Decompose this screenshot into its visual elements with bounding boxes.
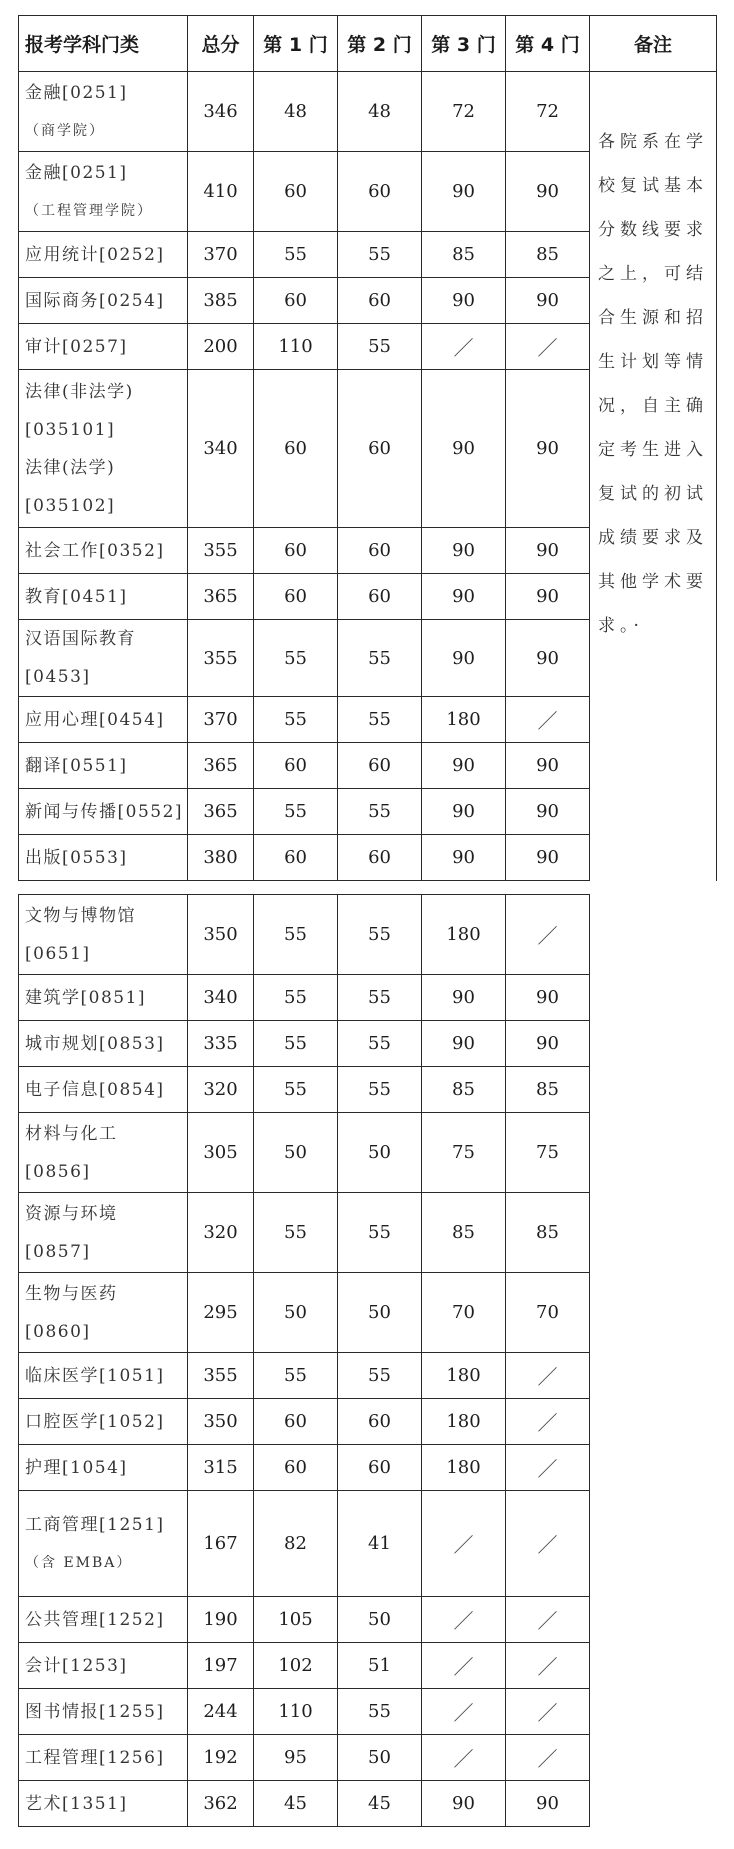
course-3-score-cell: 90 — [422, 152, 506, 232]
course-4-score-cell: 90 — [506, 278, 590, 324]
subject-cell — [19, 1689, 188, 1735]
course-1-score-cell: 60 — [254, 278, 338, 324]
subject-cell — [19, 72, 188, 152]
course-2-score-cell: 60 — [338, 152, 422, 232]
course-2-score-cell: 55 — [338, 1067, 422, 1113]
subject-name-line: （工程管理学院） — [25, 202, 153, 219]
not-applicable-mark: ／ — [537, 1365, 558, 1389]
course-2-score-cell: 41 — [338, 1491, 422, 1597]
not-applicable-mark: ／ — [453, 1701, 474, 1725]
subject-name-line: 出版[0553] — [25, 847, 128, 868]
not-applicable-mark: ／ — [453, 1609, 474, 1633]
subject-name-line: 工程管理[1256] — [25, 1747, 165, 1768]
not-applicable-mark: ／ — [537, 1747, 558, 1771]
total-score-cell: 380 — [188, 835, 254, 881]
course-3-score-cell: 90 — [422, 789, 506, 835]
subject-name-line: 建筑学[0851] — [25, 987, 147, 1008]
not-applicable-mark: ／ — [453, 1655, 474, 1679]
header-remark: 备注 — [590, 16, 717, 72]
course-4-score-cell — [506, 1597, 590, 1643]
course-1-score-cell: 55 — [254, 1021, 338, 1067]
course-3-score-cell — [422, 1689, 506, 1735]
course-4-score-cell — [506, 697, 590, 743]
course-1-score-cell: 102 — [254, 1643, 338, 1689]
total-score-cell: 365 — [188, 574, 254, 620]
course-2-score-cell: 50 — [338, 1597, 422, 1643]
table-row — [19, 72, 717, 152]
total-score-cell: 410 — [188, 152, 254, 232]
course-1-score-cell: 60 — [254, 574, 338, 620]
course-4-score-cell: 90 — [506, 370, 590, 528]
course-1-score-cell: 60 — [254, 370, 338, 528]
course-3-score-cell: 70 — [422, 1273, 506, 1353]
subject-cell — [19, 528, 188, 574]
subject-name-line: 应用统计[0252] — [25, 244, 165, 265]
subject-cell — [19, 278, 188, 324]
course-4-score-cell — [506, 1491, 590, 1597]
course-4-score-cell: 85 — [506, 232, 590, 278]
course-4-score-cell: 85 — [506, 1193, 590, 1273]
course-2-score-cell: 55 — [338, 975, 422, 1021]
course-3-score-cell — [422, 1491, 506, 1597]
course-1-score-cell: 60 — [254, 1399, 338, 1445]
total-score-cell: 346 — [188, 72, 254, 152]
subject-cell — [19, 1067, 188, 1113]
subject-name-line: 金融[0251] — [25, 162, 128, 183]
subject-name-line: 文物与博物馆 — [25, 905, 136, 926]
header-subject: 报考学科门类 — [19, 16, 188, 72]
course-1-score-cell: 55 — [254, 1193, 338, 1273]
course-1-score-cell: 50 — [254, 1273, 338, 1353]
course-4-score-cell — [506, 324, 590, 370]
subject-cell — [19, 1491, 188, 1597]
subject-cell — [19, 1273, 188, 1353]
subject-name-line: 审计[0257] — [25, 336, 128, 357]
course-2-score-cell: 60 — [338, 528, 422, 574]
subject-name-line: 城市规划[0853] — [25, 1033, 165, 1054]
subject-cell — [19, 895, 188, 975]
course-1-score-cell: 60 — [254, 528, 338, 574]
subject-name-line: 工商管理[1251] — [25, 1514, 165, 1535]
total-score-cell: 355 — [188, 1353, 254, 1399]
subject-name-line: 应用心理[0454] — [25, 709, 165, 730]
course-3-score-cell: 90 — [422, 370, 506, 528]
course-2-score-cell: 55 — [338, 1353, 422, 1399]
subject-cell — [19, 789, 188, 835]
course-4-score-cell: 90 — [506, 152, 590, 232]
course-2-score-cell: 60 — [338, 1445, 422, 1491]
subject-name-line: （商学院） — [25, 122, 105, 139]
course-3-score-cell: 85 — [422, 1067, 506, 1113]
course-2-score-cell: 60 — [338, 1399, 422, 1445]
subject-cell — [19, 743, 188, 789]
course-4-score-cell — [506, 1735, 590, 1781]
course-1-score-cell: 55 — [254, 620, 338, 697]
course-4-score-cell: 90 — [506, 835, 590, 881]
total-score-cell: 370 — [188, 232, 254, 278]
course-3-score-cell: 90 — [422, 1781, 506, 1827]
header-course-3: 第 3 门 — [422, 16, 506, 72]
course-1-score-cell: 45 — [254, 1781, 338, 1827]
course-3-score-cell — [422, 1597, 506, 1643]
course-1-score-cell: 95 — [254, 1735, 338, 1781]
header-course-2: 第 2 门 — [338, 16, 422, 72]
score-table-part-2 — [18, 894, 717, 1827]
course-2-score-cell: 50 — [338, 1273, 422, 1353]
course-3-score-cell: 180 — [422, 1445, 506, 1491]
course-2-score-cell: 55 — [338, 620, 422, 697]
total-score-cell: 385 — [188, 278, 254, 324]
not-applicable-mark: ／ — [537, 709, 558, 733]
total-score-cell: 197 — [188, 1643, 254, 1689]
subject-name-line: [035102] — [25, 495, 116, 516]
course-2-score-cell: 48 — [338, 72, 422, 152]
not-applicable-mark: ／ — [537, 1655, 558, 1679]
subject-name-line: [0453] — [25, 667, 91, 687]
total-score-cell: 315 — [188, 1445, 254, 1491]
total-score-cell: 244 — [188, 1689, 254, 1735]
course-3-score-cell: 90 — [422, 620, 506, 697]
course-4-score-cell: 90 — [506, 620, 590, 697]
not-applicable-mark: ／ — [537, 1411, 558, 1435]
course-4-score-cell: 70 — [506, 1273, 590, 1353]
course-4-score-cell — [506, 1399, 590, 1445]
total-score-cell: 335 — [188, 1021, 254, 1067]
header-course-4: 第 4 门 — [506, 16, 590, 72]
course-1-score-cell: 55 — [254, 232, 338, 278]
course-2-score-cell: 55 — [338, 324, 422, 370]
course-2-score-cell: 55 — [338, 232, 422, 278]
course-2-score-cell: 55 — [338, 1689, 422, 1735]
total-score-cell: 370 — [188, 697, 254, 743]
subject-cell — [19, 975, 188, 1021]
header-course-1: 第 1 门 — [254, 16, 338, 72]
subject-cell — [19, 697, 188, 743]
course-2-score-cell: 60 — [338, 278, 422, 324]
not-applicable-mark: ／ — [537, 1533, 558, 1557]
course-4-score-cell: 90 — [506, 975, 590, 1021]
not-applicable-mark: ／ — [453, 336, 474, 360]
header-total: 总分 — [188, 16, 254, 72]
course-3-score-cell: 90 — [422, 528, 506, 574]
course-3-score-cell: 72 — [422, 72, 506, 152]
not-applicable-mark: ／ — [537, 1701, 558, 1725]
course-4-score-cell: 90 — [506, 574, 590, 620]
course-1-score-cell: 82 — [254, 1491, 338, 1597]
score-table-part-1 — [18, 15, 717, 881]
subject-cell — [19, 1597, 188, 1643]
course-1-score-cell: 55 — [254, 895, 338, 975]
subject-cell — [19, 835, 188, 881]
subject-name-line: 金融[0251] — [25, 82, 128, 103]
subject-cell — [19, 1781, 188, 1827]
course-3-score-cell: 75 — [422, 1113, 506, 1193]
subject-name-line: 艺术[1351] — [25, 1793, 128, 1814]
total-score-cell: 340 — [188, 370, 254, 528]
subject-name-line: （含 EMBA） — [25, 1554, 133, 1571]
course-2-score-cell: 60 — [338, 743, 422, 789]
course-2-score-cell: 55 — [338, 789, 422, 835]
subject-cell — [19, 1113, 188, 1193]
course-1-score-cell: 105 — [254, 1597, 338, 1643]
course-3-score-cell: 90 — [422, 743, 506, 789]
subject-name-line: 材料与化工 — [25, 1123, 118, 1144]
course-4-score-cell — [506, 1353, 590, 1399]
course-3-score-cell: 180 — [422, 1353, 506, 1399]
subject-name-line: 会计[1253] — [25, 1655, 128, 1676]
not-applicable-mark: ／ — [537, 336, 558, 360]
course-1-score-cell: 48 — [254, 72, 338, 152]
course-4-score-cell — [506, 895, 590, 975]
course-1-score-cell: 60 — [254, 1445, 338, 1491]
course-4-score-cell — [506, 1445, 590, 1491]
total-score-cell: 340 — [188, 975, 254, 1021]
course-2-score-cell: 60 — [338, 370, 422, 528]
course-2-score-cell: 55 — [338, 895, 422, 975]
subject-cell — [19, 1643, 188, 1689]
total-score-cell: 355 — [188, 528, 254, 574]
course-3-score-cell: 85 — [422, 1193, 506, 1273]
course-2-score-cell: 51 — [338, 1643, 422, 1689]
course-1-score-cell: 55 — [254, 697, 338, 743]
subject-name-line: 法律(非法学) — [25, 381, 134, 402]
subject-cell — [19, 1399, 188, 1445]
total-score-cell: 190 — [188, 1597, 254, 1643]
course-2-score-cell: 55 — [338, 697, 422, 743]
course-3-score-cell: 90 — [422, 835, 506, 881]
total-score-cell: 365 — [188, 743, 254, 789]
subject-name-line: [0860] — [25, 1321, 91, 1342]
course-3-score-cell — [422, 1643, 506, 1689]
subject-name-line: [0651] — [25, 943, 91, 964]
subject-name-line: 汉语国际教育 — [25, 629, 136, 649]
course-4-score-cell: 90 — [506, 1781, 590, 1827]
course-4-score-cell: 90 — [506, 743, 590, 789]
course-1-score-cell: 60 — [254, 835, 338, 881]
subject-name-line: 图书情报[1255] — [25, 1701, 165, 1722]
subject-name-line: 社会工作[0352] — [25, 540, 165, 561]
subject-cell — [19, 1021, 188, 1067]
table-row — [19, 895, 717, 975]
total-score-cell: 350 — [188, 1399, 254, 1445]
total-score-cell: 350 — [188, 895, 254, 975]
course-2-score-cell: 60 — [338, 835, 422, 881]
subject-name-line: [0857] — [25, 1241, 91, 1262]
course-4-score-cell: 85 — [506, 1067, 590, 1113]
course-1-score-cell: 50 — [254, 1113, 338, 1193]
subject-name-line: [0856] — [25, 1161, 91, 1182]
subject-name-line: 口腔医学[1052] — [25, 1411, 165, 1432]
course-1-score-cell: 110 — [254, 1689, 338, 1735]
course-4-score-cell — [506, 1689, 590, 1735]
not-applicable-mark: ／ — [453, 1747, 474, 1771]
remark-cell-continued — [590, 895, 717, 1827]
subject-name-line: 资源与环境 — [25, 1203, 118, 1224]
subject-cell — [19, 152, 188, 232]
course-1-score-cell: 60 — [254, 152, 338, 232]
not-applicable-mark: ／ — [537, 924, 558, 948]
subject-cell — [19, 1445, 188, 1491]
subject-name-line: 临床医学[1051] — [25, 1365, 165, 1386]
total-score-cell: 167 — [188, 1491, 254, 1597]
course-1-score-cell: 60 — [254, 743, 338, 789]
subject-name-line: 国际商务[0254] — [25, 290, 165, 311]
total-score-cell: 355 — [188, 620, 254, 697]
subject-cell — [19, 370, 188, 528]
course-2-score-cell: 45 — [338, 1781, 422, 1827]
subject-name-line: 法律(法学) — [25, 457, 116, 478]
course-2-score-cell: 55 — [338, 1021, 422, 1067]
course-3-score-cell — [422, 324, 506, 370]
course-2-score-cell: 50 — [338, 1113, 422, 1193]
total-score-cell: 320 — [188, 1067, 254, 1113]
subject-name-line: 生物与医药 — [25, 1283, 118, 1304]
not-applicable-mark: ／ — [453, 1533, 474, 1557]
subject-name-line: 护理[1054] — [25, 1457, 128, 1478]
subject-cell — [19, 232, 188, 278]
course-1-score-cell: 110 — [254, 324, 338, 370]
total-score-cell: 305 — [188, 1113, 254, 1193]
total-score-cell: 365 — [188, 789, 254, 835]
total-score-cell: 200 — [188, 324, 254, 370]
course-2-score-cell: 50 — [338, 1735, 422, 1781]
not-applicable-mark: ／ — [537, 1609, 558, 1633]
course-4-score-cell: 75 — [506, 1113, 590, 1193]
remark-cell: 各院系在学校复试基本分数线要求之上，可结合生源和招生计划等情况，自主确定考生进入复试的初试成绩要求及其他学术要求。· — [590, 72, 717, 881]
subject-name-line: 公共管理[1252] — [25, 1609, 165, 1630]
not-applicable-mark: ／ — [537, 1457, 558, 1481]
course-3-score-cell: 90 — [422, 574, 506, 620]
subject-name-line: 新闻与传播[0552] — [25, 801, 184, 822]
course-4-score-cell — [506, 1643, 590, 1689]
course-4-score-cell: 90 — [506, 528, 590, 574]
course-2-score-cell: 60 — [338, 574, 422, 620]
total-score-cell: 362 — [188, 1781, 254, 1827]
course-1-score-cell: 55 — [254, 975, 338, 1021]
course-3-score-cell: 180 — [422, 697, 506, 743]
total-score-cell: 192 — [188, 1735, 254, 1781]
course-1-score-cell: 55 — [254, 789, 338, 835]
course-3-score-cell: 90 — [422, 1021, 506, 1067]
course-3-score-cell: 90 — [422, 975, 506, 1021]
course-4-score-cell: 90 — [506, 1021, 590, 1067]
course-1-score-cell: 55 — [254, 1067, 338, 1113]
course-2-score-cell: 55 — [338, 1193, 422, 1273]
total-score-cell: 320 — [188, 1193, 254, 1273]
course-1-score-cell: 55 — [254, 1353, 338, 1399]
course-3-score-cell: 180 — [422, 1399, 506, 1445]
course-3-score-cell: 85 — [422, 232, 506, 278]
subject-name-line: 电子信息[0854] — [25, 1079, 165, 1100]
subject-cell — [19, 1193, 188, 1273]
total-score-cell: 295 — [188, 1273, 254, 1353]
subject-cell — [19, 1353, 188, 1399]
subject-cell — [19, 1735, 188, 1781]
subject-name-line: [035101] — [25, 419, 116, 440]
course-3-score-cell: 180 — [422, 895, 506, 975]
subject-name-line: 翻译[0551] — [25, 755, 128, 776]
subject-cell — [19, 620, 188, 697]
subject-name-line: 教育[0451] — [25, 586, 128, 607]
course-4-score-cell: 72 — [506, 72, 590, 152]
header-row — [19, 16, 717, 72]
subject-cell — [19, 574, 188, 620]
course-3-score-cell — [422, 1735, 506, 1781]
course-4-score-cell: 90 — [506, 789, 590, 835]
subject-cell — [19, 324, 188, 370]
course-3-score-cell: 90 — [422, 278, 506, 324]
